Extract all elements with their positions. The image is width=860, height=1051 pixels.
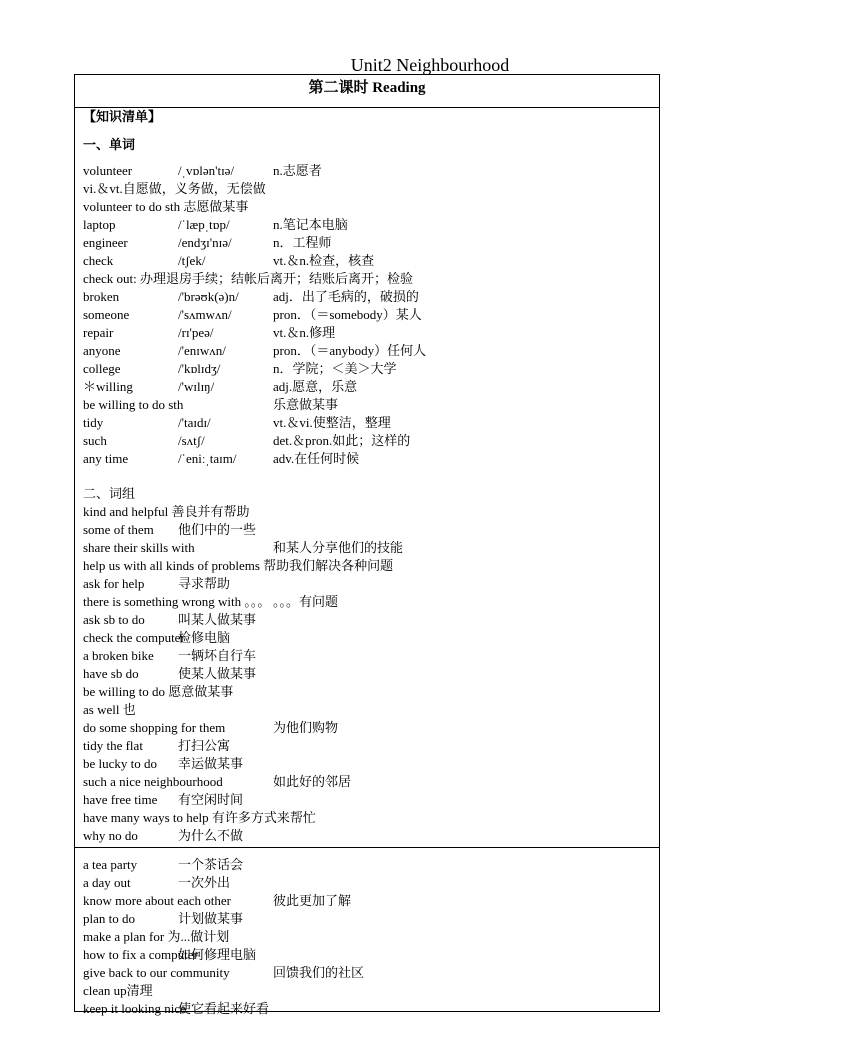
entry-term: as well 也 <box>83 702 136 717</box>
entry-col2: /ˌvɒlən'tɪə/ <box>178 163 235 178</box>
vocab-row <box>83 396 339 414</box>
entry-col2: 一次外出 <box>178 875 231 890</box>
entry-term: share their skills with <box>83 540 195 555</box>
vocab-row <box>83 432 411 450</box>
phrase-row <box>83 791 244 809</box>
phrase-row <box>83 827 244 845</box>
entry-col3: 。。。有问题 <box>273 594 339 609</box>
entry-term: check out: 办理退房手续；结帐后离开；结账后离开；检验 <box>83 271 414 286</box>
entry-term: do some shopping for them <box>83 720 226 735</box>
phrase-row <box>83 892 352 910</box>
entry-col2: 有空闲时间 <box>178 792 244 807</box>
phrase-row <box>83 647 257 665</box>
lesson-table <box>74 74 660 1016</box>
entry-col3: pron．（＝somebody）某人 <box>273 307 422 322</box>
phrase-row <box>83 611 257 629</box>
entry-term: 一、单词 <box>83 137 136 152</box>
page-title: Unit2 Neighbourhood <box>350 55 510 75</box>
vocab-row <box>83 234 332 252</box>
entry-term: be willing to do sth <box>83 397 184 412</box>
entry-term: college <box>83 361 121 376</box>
entry-col3: n.志愿者 <box>273 163 322 178</box>
entry-col2: 使它看起来好看 <box>178 1001 270 1016</box>
entry-col3: 如此好的邻居 <box>273 774 352 789</box>
entry-col2: /'kɒlɪdʒ/ <box>178 361 221 376</box>
phrase-row <box>83 683 233 701</box>
phrase-row <box>83 773 352 791</box>
entry-col2: 如何修理电脑 <box>178 947 257 962</box>
vocab-row <box>83 450 360 468</box>
entry-col2: 为什么不做 <box>178 828 244 843</box>
entry-col3: adj．出了毛病的，破损的 <box>273 289 419 304</box>
phrase-row <box>83 593 339 611</box>
entry-term: ask for help <box>83 576 145 591</box>
entry-col2: 寻求帮助 <box>178 576 231 591</box>
phrase-row <box>83 964 365 982</box>
vocab-row <box>83 306 422 324</box>
entry-col3: adv.在任何时候 <box>273 451 360 466</box>
entry-col2: 计划做某事 <box>178 911 244 926</box>
vocab-row <box>83 324 336 342</box>
entry-term: any time <box>83 451 129 466</box>
phrase-row <box>83 1000 270 1018</box>
entry-col2: 一辆坏自行车 <box>178 648 257 663</box>
entry-term: have sb do <box>83 666 139 681</box>
entry-term: why no do <box>83 828 138 843</box>
phrase-row <box>83 575 231 593</box>
vocab-row <box>83 360 397 378</box>
entry-term: engineer <box>83 235 128 250</box>
entry-term: have many ways to help 有许多方式来帮忙 <box>83 810 316 825</box>
entry-col3: 为他们购物 <box>273 720 339 735</box>
entry-term: help us with all kinds of problems 帮助我们解决各种问题 <box>83 558 394 573</box>
entry-col2: 使某人做某事 <box>178 666 257 681</box>
entry-col3: adj.愿意，乐意 <box>273 379 358 394</box>
vocab-row <box>83 270 413 288</box>
vocab-row <box>83 414 391 432</box>
entry-col3: vt.＆vi.使整洁，整理 <box>273 415 391 430</box>
vocab-row <box>83 216 348 234</box>
entry-col3: vt.＆n.修理 <box>273 325 336 340</box>
entry-col2: /'enɪwʌn/ <box>178 343 226 358</box>
entry-term: clean up清理 <box>83 983 153 998</box>
phrase-row <box>83 910 244 928</box>
entry-col3: n．工程师 <box>273 235 332 250</box>
entry-term: know more about each other <box>83 893 232 908</box>
knowledge-title <box>83 108 161 126</box>
section-heading-phrases <box>83 485 135 503</box>
phrase-row <box>83 737 231 755</box>
entry-term: someone <box>83 307 130 322</box>
entry-col3: vt.＆n.检查，核查 <box>273 253 375 268</box>
entry-term: ask sb to do <box>83 612 145 627</box>
phrase-row <box>83 521 257 539</box>
entry-col2: /endʒɪ'nɪə/ <box>178 235 232 250</box>
entry-term: be willing to do 愿意做某事 <box>83 684 234 699</box>
entry-col2: /'sʌmwʌn/ <box>178 307 232 322</box>
entry-term: volunteer <box>83 163 133 178</box>
entry-term: tidy <box>83 415 104 430</box>
entry-col2: 幸运做某事 <box>178 756 244 771</box>
phrase-row <box>83 946 257 964</box>
entry-col2: /sʌtʃ/ <box>178 433 205 448</box>
phrase-row <box>83 809 316 827</box>
entry-col2: /tʃek/ <box>178 253 206 268</box>
phrase-row <box>83 701 136 719</box>
vocab-row <box>83 288 419 306</box>
phrase-row <box>83 719 339 737</box>
entry-col2: 检修电脑 <box>178 630 231 645</box>
entry-term: there is something wrong with 。。。 <box>83 594 271 609</box>
phrase-row <box>83 539 404 557</box>
vocab-row <box>83 162 322 180</box>
entry-term: be lucky to do <box>83 756 158 771</box>
entry-col2: 一个茶话会 <box>178 857 244 872</box>
entry-term: laptop <box>83 217 116 232</box>
row-divider <box>75 847 659 848</box>
phrase-row <box>83 928 229 946</box>
phrase-row <box>83 856 244 874</box>
phrase-row <box>83 982 153 1000</box>
entry-term: broken <box>83 289 120 304</box>
entry-col2: /ˈeniːˌtaɪm/ <box>178 451 237 466</box>
vocab-row <box>83 180 266 198</box>
entry-term: make a plan for 为...做计划 <box>83 929 230 944</box>
phrase-row <box>83 503 249 521</box>
entry-col3: pron．（＝anybody）任何人 <box>273 343 427 358</box>
section-heading-vocab <box>83 136 135 154</box>
vocab-row <box>83 342 427 360</box>
entry-term: ＊willing <box>83 379 133 394</box>
entry-term: anyone <box>83 343 121 358</box>
vocab-row <box>83 198 248 216</box>
entry-col2: 他们中的一些 <box>178 522 257 537</box>
entry-col3: 和某人分享他们的技能 <box>273 540 404 555</box>
entry-term: check <box>83 253 114 268</box>
vocab-row <box>83 252 375 270</box>
entry-term: how to fix a computer <box>83 947 198 962</box>
lesson-header: 第二课时 Reading <box>75 75 659 108</box>
phrase-row <box>83 665 257 683</box>
entry-term: have free time <box>83 792 158 807</box>
entry-term: give back to our community <box>83 965 230 980</box>
entry-term: a tea party <box>83 857 138 872</box>
entry-term: keep it looking nice <box>83 1001 186 1016</box>
entry-col2: 打扫公寓 <box>178 738 231 753</box>
entry-term: some of them <box>83 522 154 537</box>
entry-term: plan to do <box>83 911 135 926</box>
entry-col3: 回馈我们的社区 <box>273 965 365 980</box>
entry-term: volunteer to do sth 志愿做某事 <box>83 199 249 214</box>
entry-term: check the computer <box>83 630 185 645</box>
entry-term: kind and helpful 善良并有帮助 <box>83 504 250 519</box>
entry-col3: n.笔记本电脑 <box>273 217 348 232</box>
entry-col3: det.＆pron.如此；这样的 <box>273 433 411 448</box>
phrase-row <box>83 755 244 773</box>
entry-col2: 叫某人做某事 <box>178 612 257 627</box>
entry-term: a day out <box>83 875 131 890</box>
phrase-row <box>83 557 393 575</box>
entry-col3: 彼此更加了解 <box>273 893 352 908</box>
entry-term: 二、词组 <box>83 486 136 501</box>
phrase-row <box>83 629 231 647</box>
entry-term: a broken bike <box>83 648 154 663</box>
entry-term: 【知识清单】 <box>83 109 162 124</box>
entry-col2: /'taɪdɪ/ <box>178 415 211 430</box>
entry-term: such <box>83 433 107 448</box>
entry-term: vi.＆vt.自愿做，义务做，无偿做 <box>83 181 266 196</box>
entry-col3: n．学院；＜美＞大学 <box>273 361 397 376</box>
entry-col2: /ˈlæpˌtɒp/ <box>178 217 230 232</box>
entry-term: tidy the flat <box>83 738 143 753</box>
entry-col2: /rɪ'peə/ <box>178 325 214 340</box>
vocab-row <box>83 378 358 396</box>
phrase-row <box>83 874 231 892</box>
entry-col3: 乐意做某事 <box>273 397 339 412</box>
entry-term: such a nice neighbourhood <box>83 774 223 789</box>
entry-col2: /'wɪlɪŋ/ <box>178 379 215 394</box>
entry-col2: /'brəʊk(ə)n/ <box>178 289 239 304</box>
entry-term: repair <box>83 325 114 340</box>
